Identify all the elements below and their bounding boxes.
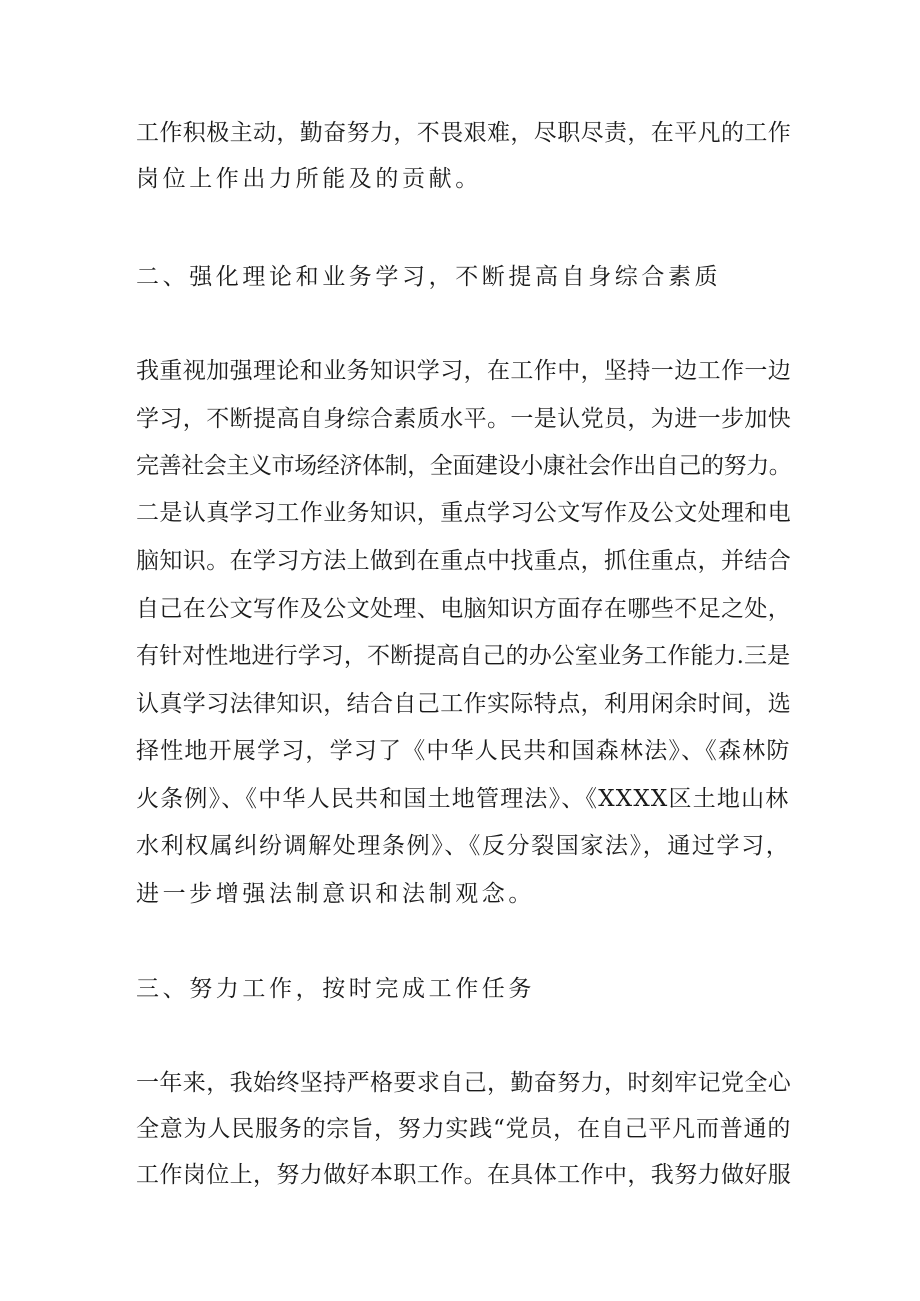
- paragraph-line: 认真学习法律知识，结合自己工作实际特点，利用闲余时间，选: [136, 691, 792, 717]
- paragraph-line: 二是认真学习工作业务知识，重点学习公文写作及公文处理和电: [136, 500, 792, 526]
- paragraph-line: 完善社会主义市场经济体制，全面建设小康社会作出自己的努力。: [136, 453, 792, 479]
- paragraph-line: 火条例》、《中华人民共和国土地管理法》、《XXXX区土地山林: [136, 786, 790, 812]
- paragraph-line: 我重视加强理论和业务知识学习，在工作中，坚持一边工作一边: [136, 358, 792, 384]
- paragraph-line: 脑知识。在学习方法上做到在重点中找重点，抓住重点，并结合: [136, 548, 792, 574]
- section-heading: 二、强化理论和业务学习，不断提高自身综合素质: [136, 264, 722, 290]
- paragraph-line: 择性地开展学习，学习了《中华人民共和国森林法》、《森林防: [136, 738, 791, 764]
- paragraph-line: 自己在公文写作及公文处理、电脑知识方面存在哪些不足之处，: [136, 596, 792, 622]
- paragraph-line: 岗位上作出力所能及的贡献。: [136, 166, 482, 192]
- section-heading: 三、努力工作，按时完成工作任务: [136, 976, 535, 1002]
- paragraph-line: 一年来，我始终坚持严格要求自己，勤奋努力，时刻牢记党全心: [136, 1070, 792, 1096]
- paragraph-line: 进一步增强法制意识和法制观念。: [136, 881, 535, 907]
- paragraph-line: 有针对性地进行学习，不断提高自己的办公室业务工作能力.三是: [136, 643, 791, 669]
- paragraph-line: 全意为人民服务的宗旨，努力实践“党员，在自己平凡而普通的: [136, 1116, 792, 1142]
- paragraph-line: 学习，不断提高自身综合素质水平。一是认党员，为进一步加快: [136, 406, 792, 432]
- paragraph-line: 水利权属纠纷调解处理条例》、《反分裂国家法》，通过学习，: [136, 833, 791, 859]
- paragraph-line: 工作岗位上，努力做好本职工作。在具体工作中，我努力做好服: [136, 1162, 792, 1188]
- paragraph-line: 工作积极主动，勤奋努力，不畏艰难，尽职尽责，在平凡的工作: [136, 120, 792, 146]
